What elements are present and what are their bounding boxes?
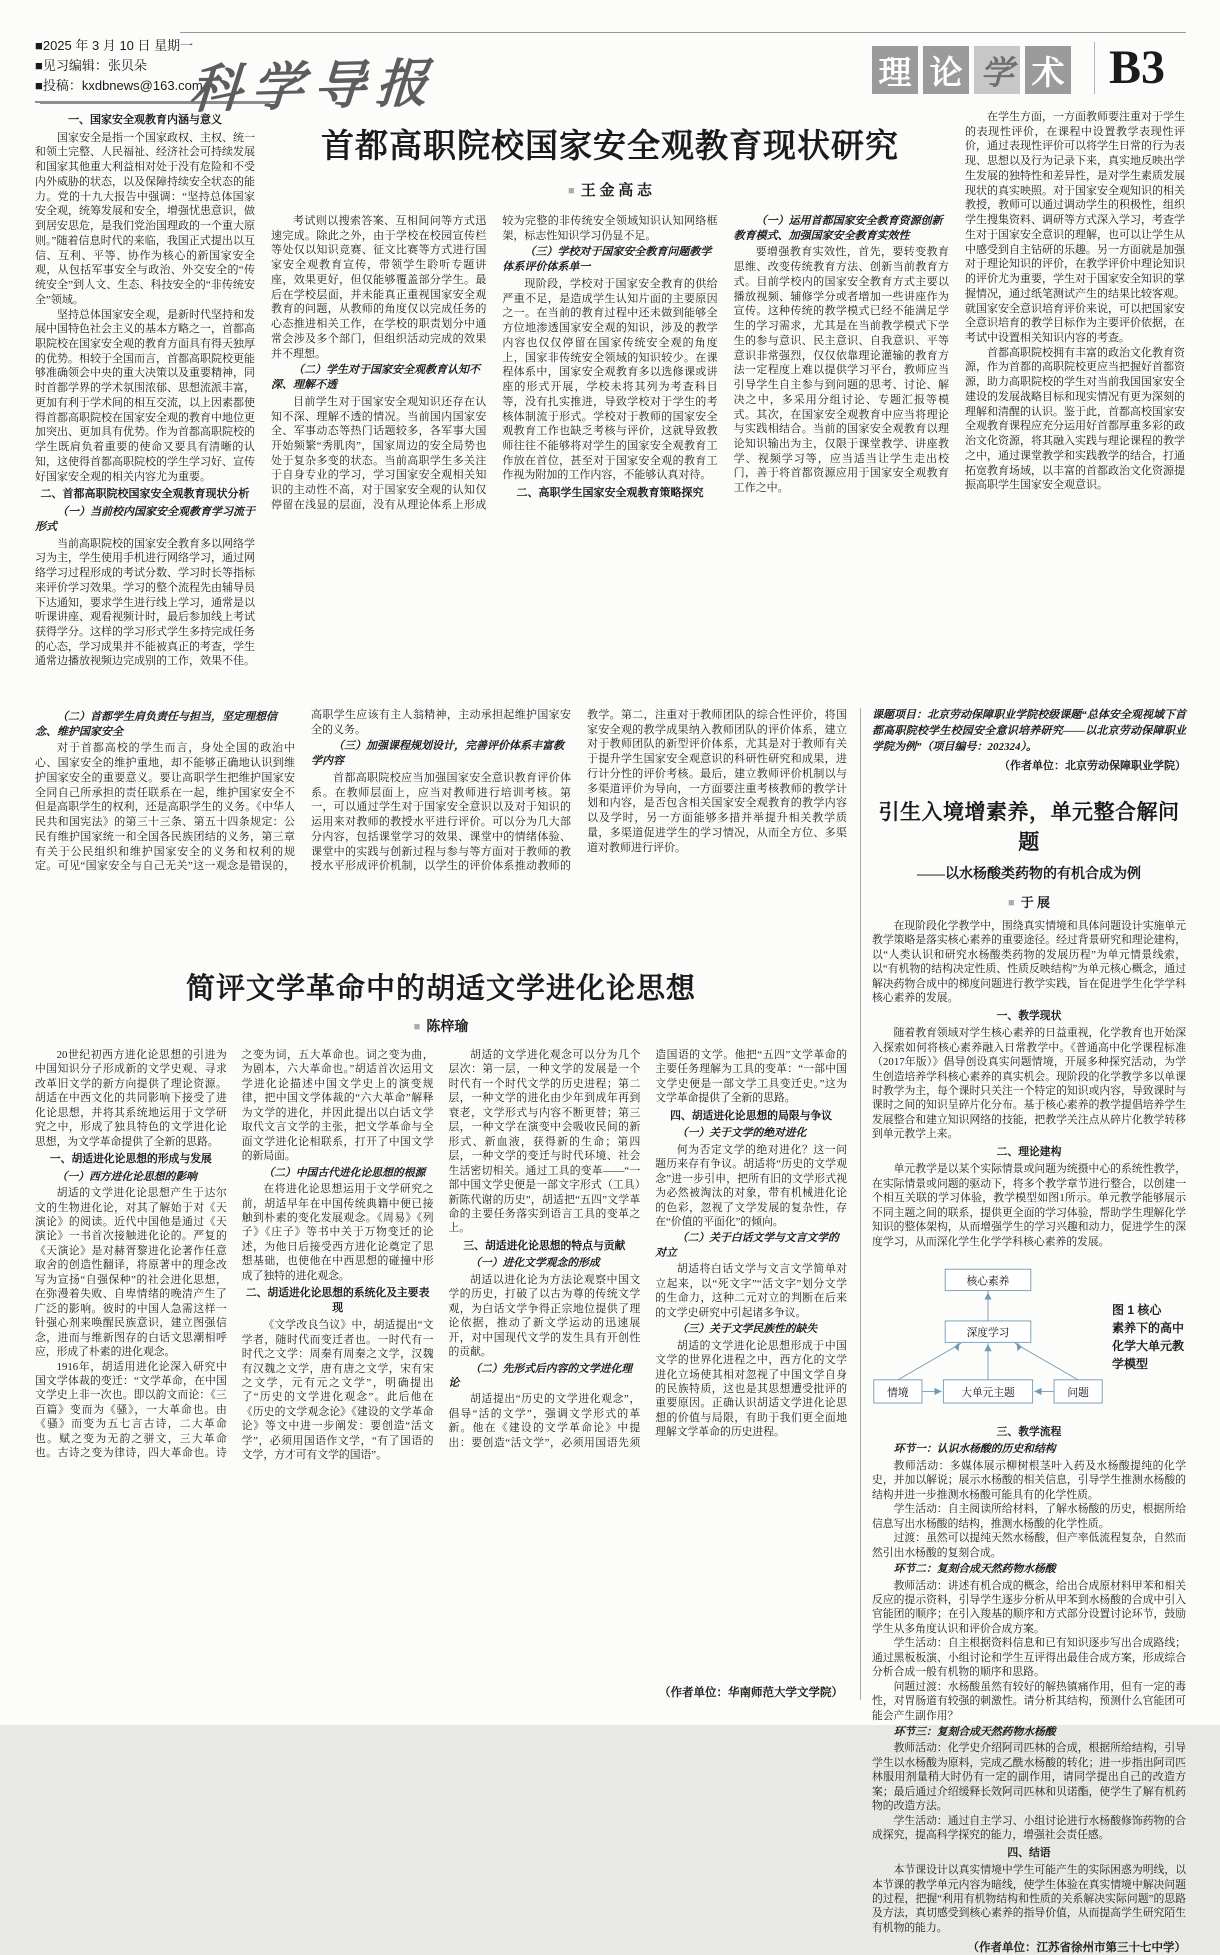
body-paragraph: 对于首都高校的学生而言，身处全国的政治中心、国家安全的维护重地，却不能够正确地认识到维护国家安全的重要意义。要让高职学生把维护国家安全同自己所承担的责任联系在一起，维护国家安全不但是高职学生的权利，还是高职学生的义务。《中华人民共和国宪法》的第三十三条、第五十四条规定：公民有维护国家统一和全国各民族团结的义务，第三章有关于公民组织和维护国家安全的义务和权利的规定。可见“国家安全与自己无关”这一观念是错误的，高职学生应该有主人翁精神，主动承担起维护国家安全的义务。 [35,709,571,873]
security-article-author-unit: （作者单位：北京劳动保障职业学院） [999,759,1186,772]
body-paragraph: 首都高职院校应当加强国家安全意识教育评价体系。在教师层面上，应当对教师进行培训考核。第一，可以通过学生对于国家安全意识以及对于知识的运用来对教师的教授水平进行评价。可以分为几大部分内容，包括课堂学习的效果、课堂中的情绪体验、课堂中的实践与创新过程与参与等方面对于教师的教授水平形成评价机制，以学生的评价体系推动教师的教学。第二，注重对于教师团队的综合性评价，将国家安全观的教学成果纳入教师团队的评价体系，建立对于教师团队的新型评价体系，尤其是对于教师有关于提升学生国家安全观意识的科研性研究和成果，进行计分性的评价考核。最后，建立教师评价机制以与多渠道评价为导向，一方面要注重考核教师的教学计划和内容，是否包含相关国家安全观教育的教学内容以及学时，另一方面能够多措并举提升相关教学质量，多渠道促进学生的学习情况，从而全方位、多渠道对教师进行评价。 [311,709,847,873]
body-paragraph: 学生活动：自主阅读所给材料，了解水杨酸的历史，根据所给信息写出水杨酸的结构，推测水杨酸的化学性质。 [872,1503,1186,1530]
subsection-heading: （一）当前校内国家安全观教育学习流于形式 [35,506,255,533]
security-article-lower-band [35,708,847,960]
subsection-heading: （三）学校对于国家安全教育问题教学体系评价体系单一 [502,246,712,274]
body-paragraph: 胡适以进化论为方法论观察中国文学的历史，打破了以古为尊的传统文学观，为白话文学争得正宗地位提供了理论依据，推动了新文学运动的迅速展开，对中国现代文学的发生具有开创性的贡献。 [448,1273,641,1359]
section-heading: 二、高职学生国家安全观教育策略探究 [516,487,704,500]
subsection-heading: （二）关于白话文学与文言文学的对立 [655,1232,839,1259]
masthead-editor: ■见习编辑：张贝朵 [35,58,147,73]
chemistry-article-title: 引生入境增素养，单元整合解问题 [878,801,1180,854]
section-banner [872,46,1071,94]
literary-article-body [35,1048,847,1678]
chemistry-article-author-unit: （作者单位：江苏省徐州市第三十七中学） [967,1942,1186,1955]
security-article [35,110,1185,702]
masthead-date: ■2025 年 3 月 10 日 星期一 [35,38,194,53]
body-paragraph: 当前高职院校的国家安全教育多以网络学习为主，学生使用手机进行网络学习，通过网络学习过程形成的考试分数、学习时长等指标来评价学习效果。学习的整个流程先由辅导员下达通知，要求学生进行线上学习，通常是以听课讲座、观看视频计时，最后参加线上考试获得学分。这样的学习形式学生多持完成任务的心态，学习成果并不能被真正的考查，学生通常边播放视频边完成别的工作，效果不佳。 [35,537,255,668]
masthead-rule [180,32,1186,33]
section-heading: 二、首都高职院校国家安全观教育现状分析 [40,488,250,501]
byline-square-icon: ■ [413,1021,421,1033]
section-heading: 二、理论建构 [996,1145,1062,1158]
chemistry-article-byline [872,892,1186,911]
diagram-node-context: 情境 [887,1386,909,1399]
body-paragraph: 教师活动：多媒体展示柳树根茎叶入药及水杨酸提纯的化学史，并加以解说；展示水杨酸的相关信息，引导学生推测水杨酸的结构并进一步推测水杨酸可能具有的化学性质。 [872,1459,1186,1501]
paper-logo: 科学导报 [187,55,440,120]
section-heading: 三、教学流程 [996,1425,1062,1438]
body-paragraph: 教师活动：化学史介绍阿司匹林的合成，根据所给结构，引导学生以水杨酸为原料，完成乙酰水杨酸的转化；进一步指出阿司匹林服用剂量稍大时仍有一定的副作用，请同学提出自己的改造方案；最后通过介绍缓释长效阿司匹林和贝诺酯，使学生了解有机药物的改造方法。 [872,1742,1186,1813]
diagram-node-core-literacy: 核心素养 [966,1275,1010,1288]
security-article-byline [271,179,949,200]
diagram-caption-line: 图 1 核心 [1112,1302,1162,1317]
byline-square-icon: ■ [568,185,575,197]
body-paragraph: 《文学改良刍议》中，胡适提出“文学者，随时代而变迁者也。一时代有一时代之文学：周秦有周秦之文学，汉魏有汉魏之文学，唐有唐之文学，宋有宋之文学，元有元之文学”，明确提出了“历史的文学进化观念”。此后他在《历史的文学观念论》《建设的文学革命论》等文中进一步阐发：要创造“活文学”，必须用国语作文学，“有了国语的文学，方才可有文学的国语”。 [241,1319,434,1462]
body-paragraph: 目前学生对于国家安全观知识还存在认知不深、理解不透的情况。当前国内国家安全、军事动态等热门话题较多，各军事大国开始频繁“秀肌肉”，国家周边的安全局势也处于复杂多变的状态。当前高职学生多关注于自身专业的学习，学习国家安全观相关知识的主动性不高，对于国家安全观的认知仅停留在浅显的层面，没有从理论体系上形成较为完整的非传统安全领域知识认知网络框架，标志性知识学习仍显不足。 [271,215,718,511]
subsection-heading: （三）加强课程规划设计，完善评价体系丰富教学内容 [311,740,564,768]
chemistry-article-subtitle: ——以水杨酸类药物的有机合成为例 [917,867,1141,882]
body-paragraph: 胡适的文学进化观念可以分为几个层次：第一层，一种文学的发展是一个时代有一个时代文学的历史进程；第二层，一种文学的进化由少年到成年再到衰老，文学形式与内容不断更替；第三层，一种文学在演变中会吸收民间的新形式、新血液，获得新的生命；第四层，一种文学的变迁与时代环境、社会生活密切相关。通过工具的变革——“一部中国文学史便是一部文字形式（工具）新陈代谢的历史”，胡适把“五四”文学革命的主要任务落实到语言工具的变革之上。 [448,1049,641,1235]
diagram-caption-line: 学模型 [1112,1356,1149,1371]
subsection-heading: （二）先形式后内容的文学进化理论 [448,1362,633,1389]
security-article-title: 首都高职院校国家安全观教育现状研究 [321,127,899,164]
body-paragraph: 在现阶段化学教学中，围绕真实情境和具体问题设计实施单元教学策略是落实核心素养的重要途径。经过背景研究和理论建构，以“人类认识和研究水杨酸类药物的发展历程”为单元情景线索，以“有机物的结构决定性质、性质反映结构”为单元核心概念，通过解决药物合成中的梯度问题进行教学实践，旨在促进学生化学学科核心素养的发展。 [872,920,1186,1005]
body-paragraph: 国家安全是指一个国家政权、主权、统一和领土完整、人民福祉、经济社会可持续发展和国家其他重大利益相对处于没有危险和不受内外威胁的状态，以及保障持续安全状态的能力。党的十九大报告中强调：“坚持总体国家安全观，统筹发展和安全，增强忧患意识，做到居安思危，是我们党治国理政的一个重大原则。”随着信息时代的来临，我国正式提出以互信、互利、平等、协作为核心的新国家安全观，从包括军事安全与政治、外交安全的“传统安全”到人文、生态、科技安全的“非传统安全”领域。 [35,131,255,306]
diagram-node-deep-learning: 深度学习 [966,1327,1010,1340]
body-paragraph: 考试则以搜索答案、互相间问等方式迅速完成。除此之外，由于学校在校园宣传栏等处仅以知识竞赛、征文比赛等方式进行国家安全观教育宣传，带领学生聆听专题讲座，效果更好，但仅能够覆盖部分学生。最后在学校层面，并未能真正重视国家安全观教育的问题，从教师的角度仅以完成任务的心态推进相关工作，在学校的职责划分中通常会涉及多个部门，但组织活动完成的效果并不理想。 [271,215,487,360]
chemistry-article [872,796,1186,1955]
body-paragraph: 坚持总体国家安全观，是新时代坚持和发展中国特色社会主义的基本方略之一，首都高职院校在国家安全观的教育方面具有得天独厚的优势。相较于全国而言，首都高职院校更能够准确领会中央的重大决策以及重要精神，同时首都学界的学术氛围浓郁、思想流派丰富，更加有利于学术间的相互交流，以上因素都使得首都高职院校在国家安全观的教育中地位更加突出、更加具有优势。作为首都高职院校的学生既肩负着重要的使命又要具有清晰的认知，这使得首都高职院校的学生学习好、宣传好国家安全观的相关内容尤为重要。 [35,308,255,483]
vertical-divider [860,708,861,1700]
security-article-center [271,110,949,702]
section-heading: 四、结语 [1007,1846,1051,1859]
section-heading: 四、胡适进化论思想的局限与争议 [670,1109,833,1122]
body-paragraph: 胡适的文学进化论思想产生于达尔文的生物进化论，对其了解始于对《天演论》的阅读。近代中国他是通过《天演论》一书首次接触进化论的。严复的《天演论》是对赫胥黎进化论著作任意取舍的创造性翻译，将原著中的理念改写为宣扬“自强保种”的社会进化思想，在弥漫着失败、自卑情绪的晚清产生了广泛的影响。彼时的中国人急需这样一针强心剂来唤醒民族意识，建立图强信念，进而与维新图存的白话文思潮相呼应，形成了朴素的进化观念。 [35,1187,227,1359]
body-paragraph: 1916年，胡适用进化论深入研究中国文学体裁的变迁：“文学革命，在中国文学史上非一次也。即以韵文而论：《三百篇》变而为《骚》，一大革命也。由《骚》而变为五七言古诗，二大革命也。赋之变为无韵之骈文，三大革命也。古诗之变为律诗，四大革命也。诗之变为词，五大革命也。词之变为曲，为剧本，六大革命也。”胡适首次运用文学进化论描述中国文学史上的演变规律，把中国文学体裁的“六大革命”解释为文学的进化，并因此提出以白话文学取代文言文学的主张，把文学革命与全面文学进化论相联系，打开了中国文学的新局面。 [35,1049,434,1460]
section-char-box: 学 [974,46,1020,94]
section-heading: 一、国家安全观教育内涵与意义 [68,114,222,126]
body-paragraph: 本节课设计以真实情境中学生可能产生的实际困惑为明线，以本节课的教学单元内容为暗线，使学生体验在真实情境中解决问题的过程，把握“利用有机物结构和性质的关系解决实际问题”的思路及方法，真切感受到核心素养的指导价值，从而提高学生研究陌生有机物的能力。 [872,1864,1186,1934]
section-char-box: 论 [923,46,969,94]
page-number: B3 [1094,42,1165,94]
diagram-node-problem: 问题 [1067,1386,1089,1399]
subsection-heading: （二）首都学生肩负责任与担当，坚定理想信念、维护国家安全 [35,711,277,738]
chemistry-article-author: 于 展 [1020,895,1050,910]
body-paragraph: 现阶段，学校对于国家安全教育的供给严重不足，是造成学生认知片面的主要原因之一。在当前的教育过程中还未做到能够全方位地渗透国家安全观的知识，涉及的教学内容也仅仅停留在国家传统安全观的角度上，国家非传统安全领域的知识较少。在课程体系中，国家安全观教育多以选修课或讲座的形式开展，学校未将其列为考查科目等，没有扎实推进，导致学校对于学生的考核体制流于形式。学校对于教师的国家安全观教育工作也缺乏考核与评价，这就导致教师往往不能够将对学生的国家安全观教育工作放在首位，甚至对于国家安全观的教育工作视为附加的工作内容，不能够认真对待。 [502,277,718,482]
body-paragraph: 何为否定文学的绝对进化？这一问题历来存有争议。胡适将“历史的文学观念”进一步引申，把所有旧的文学形式视为必然被淘汰的对象，带有机械进化论的色彩，忽视了文学发展的复杂性，存在“价值的平面化”的倾向。 [655,1143,847,1228]
chemistry-article-body [872,919,1186,1935]
section-heading: 一、教学现状 [996,1009,1062,1022]
diagram-caption [1112,1301,1186,1373]
literary-article-byline [35,1016,847,1036]
subsection-heading: 环节二：复刻合成天然药物水杨酸 [893,1563,1056,1576]
subsection-heading: （二）学生对于国家安全观教育认知不深、理解不透 [271,364,480,392]
section-heading: 一、胡适进化论思想的形成与发展 [49,1153,212,1166]
security-article-authors: 王 金 高 志 [580,183,652,199]
literary-article-title: 简评文学革命中的胡适文学进化论思想 [185,973,696,1005]
subsection-heading: （一）运用首都国家安全教育资源创新教育模式、加强国家安全教育实效性 [733,215,943,242]
subsection-heading: （三）关于文学民族性的缺失 [676,1323,818,1336]
subsection-heading: （一）西方进化论思想的影响 [56,1170,197,1183]
chemistry-article-part2 [872,1425,1186,1935]
body-paragraph: 过渡：虽然可以提纯天然水杨酸，但产率低流程复杂，自然而然引出水杨酸的复刻合成。 [872,1532,1186,1559]
security-article-col5 [965,110,1185,702]
body-paragraph: 胡适将白话文学与文言文学简单对立起来，以“死文字”“活文字”划分文学的生命力，这种二元对立的判断在后来的文学史研究中引起诸多争议。 [655,1263,847,1319]
body-paragraph: 胡适提出“历史的文学进化观念”，倡导“活的文学”，强调文学形式的革新。他在《建设的文学革命论》中提出：要创造“活文学”，必须用国语先须造国语的文学。他把“五四”文学革命的主要任务理解为工具的变革：“一部中国文学史便是一部文学工具变迁史。”这为文学革命提供了全新的思路。 [448,1049,847,1449]
section-char-box: 理 [872,46,918,94]
section-char-box: 术 [1025,46,1071,94]
diagram-caption-line: 素养下的高中 [1112,1320,1185,1335]
literary-article [35,966,847,1702]
subsection-heading: 环节一：认识水杨酸的历史和结构 [893,1443,1056,1456]
security-article-col1 [35,110,255,702]
body-paragraph: 在学生方面，一方面教师要注重对于学生的表现性评价，在课程中设置教学表现性评价，通过表现性评价可以将学生日常的行为表现、思想以及行为记录下来，真实地反映出学生发展的独特性和差异性，是对学生素质发展现状的真实映照。对于国家安全观知识的相关教授，教师可以通过调动学生的积极性，组织学生搜集资料、调研等方式深入学习，考查学生对于国家安全意识的理解，也可以让学生从中感受到自主钻研的乐趣。另一方面就是加强对于理论知识的评价，在教学评价中理论知识的评价尤为重要，学生对于国家安全知识的掌握情况，通过纸笔测试产生的结果比较客观。就国家安全意识培育评价来说，可以把国家安全意识培育的教学目标作为主要评价依据，在考试中设置相关知识内容的考查。 [965,111,1185,345]
body-paragraph: 首都高职院校拥有丰富的政治文化教育资源，作为首都的高职院校更应当把握好首都资源，助力高职院校的学生对当前我国国家安全建设的发展战略目标和现实情况有更为深刻的理解和清醒的认识。鉴于此，首都高校国家安全观教育课程应充分运用好首都厚重多彩的政治文化资源，将其融入实践与理论课程的教学之中，通过课堂教学和实践教学的结合，打通拓宽教育场域，以丰富的首都政治文化资源提振高职学生国家安全观意识。 [965,346,1185,492]
section-heading: 二、胡适进化论思想的系统化及主要表现 [245,1287,430,1314]
body-paragraph: 20世纪初西方进化论思想的引进为中国知识分子形成新的文学史观、寻求改革旧文学的新方向提供了理论资源。胡适在中西文化的共同影响下接受了进化论思想，并将其系统地运用于文学研究之中，形成了独具特色的文学进化论思想，为文学革命提供了全新的思路。 [35,1049,227,1148]
subsection-heading: （一）进化文学观念的形成 [470,1257,600,1270]
funding-note [872,708,1186,775]
subsection-heading: （二）中国古代进化论思想的根源 [263,1166,426,1179]
section-heading: 三、胡适进化论思想的特点与贡献 [463,1239,626,1252]
diagram-caption-line: 化学大单元教 [1112,1338,1185,1353]
security-article-center-columns [271,214,949,684]
diagram-figure [872,1257,1104,1417]
body-paragraph: 在将进化论思想运用于文学研究之前，胡适早年在中国传统典籍中便已接触到朴素的变化发展观念。《周易》《列子》《庄子》等书中关于万物变迁的论述，为他日后接受西方进化论奠定了思想基础，也使他在中西思想的碰撞中形成了独特的进化观念。 [241,1183,434,1282]
subsection-heading: 环节三：复刻合成天然药物水杨酸 [893,1726,1056,1739]
literary-article-author-unit: （作者单位：华南师范大学文学院） [651,1684,843,1700]
literary-article-author: 陈梓瑜 [426,1020,469,1035]
byline-square-icon: ■ [1008,897,1015,909]
body-paragraph: 胡适的文学进化论思想形成于中国文学的世界化进程之中，西方化的文学进化立场使其相对忽视了中国文学自身的民族特质，这也是其思想遭受批评的重要原因。正确认识胡适文学进化论思想的价值与局限，有助于我们更全面地理解文学革命的历史进程。 [655,1339,847,1439]
body-paragraph: 学生活动：通过自主学习、小组讨论进行水杨酸修饰药物的合成探究，提高科学探究的能力，增强社会责任感。 [872,1814,1186,1842]
body-paragraph: 要增强教育实效性，首先，要转变教育思维、改变传统教育方法、创新当前教育方式。目前学校内的国家安全教育方式主要以播放视频、辅修学分或者增加一些讲座作为宣传。这种传统的教学模式已经不能满足学生的学习需求，尤其是在当前教学模式下学生的参与意识、民主意识、自我意识、平等意识非常强烈，仅仅依靠理论灌输的教育方法一定程度上难以提供学习平台，教师应当引导学生自主参与到问题的思考、讨论、解决之中，多采用分组讨论、专题汇报等模式。其次，在国家安全观教育中应当将理论与实践相结合。当前的国家安全观教育以理论知识输出为主，仅限于课堂教学、讲座教学、视频学习等，应当适当让学生走出校门，善于将首都资源应用于国家安全观教育工作之中。 [733,246,949,495]
funding-note-text: 课题项目：北京劳动保障职业学院校级课题“总体安全观视域下首都高职院校学生校园安全意识培养研究——以北京劳动保障职业学院为例”（项目编号：202324）。 [872,709,1186,753]
chemistry-article-part1 [872,919,1186,1249]
body-paragraph: 单元教学是以某个实际情景或问题为统摄中心的系统性教学，在实际情景或问题的驱动下，将多个教学章节进行整合，以创建一个相互关联的学习体验，教学模型如图1所示。单元教学能够展示不同主题之间的联系，提供更全面的学习体验，帮助学生理解化学知识的整体架构，从而增强学生的学习兴趣和动力，促进学生的深度学习，从而深化学生化学学科核心素养的发展。 [872,1163,1186,1248]
diagram-node-unit-theme: 大单元主题 [961,1386,1015,1399]
body-paragraph: 教师活动：讲述有机合成的概念，给出合成原材料甲苯和相关反应的提示资料，引导学生逐步分析从甲苯到水杨酸的合成中引入官能团的顺序；在引入羧基的顺序和方式部分设置讨论环节，鼓励学生从多角度认识和评价合成方案。 [872,1579,1186,1635]
masthead-email: ■投稿：kxdbnews@163.com [35,78,203,93]
body-paragraph: 随着教育领域对学生核心素养的日益重视，化学教育也开始深入探索如何将核心素养融入日常教学中。《普通高中化学课程标准（2017年版）》倡导创设真实问题情境，开展多种探究活动，为学生创造培养学科核心素养的真实机会。现阶段的化学教学多以单课时教学为主，每个课时只关注一个特定的知识或内容，导致课时与课时之间的知识呈碎片化分布。基于核心素养的教学提倡培养学生发展整合和建立知识网络的技能，把教学关注点从碎片化教学转移到单元教学上来。 [872,1027,1186,1141]
subsection-heading: （一）关于文学的绝对进化 [676,1127,807,1140]
unit-teaching-model-diagram [872,1257,1186,1417]
body-paragraph: 问题过渡：水杨酸虽然有较好的解热镇痛作用，但有一定的毒性，对胃肠道有较强的刺激性。请分析其结构，预测什么官能团可能会产生副作用？ [872,1680,1186,1722]
body-paragraph: 学生活动：自主根据资料信息和已有知识逐步写出合成路线；通过黑板板演、小组讨论和学生互评得出最佳合成方案，形成综合分析合成一般有机物的顺序和思路。 [872,1637,1186,1679]
